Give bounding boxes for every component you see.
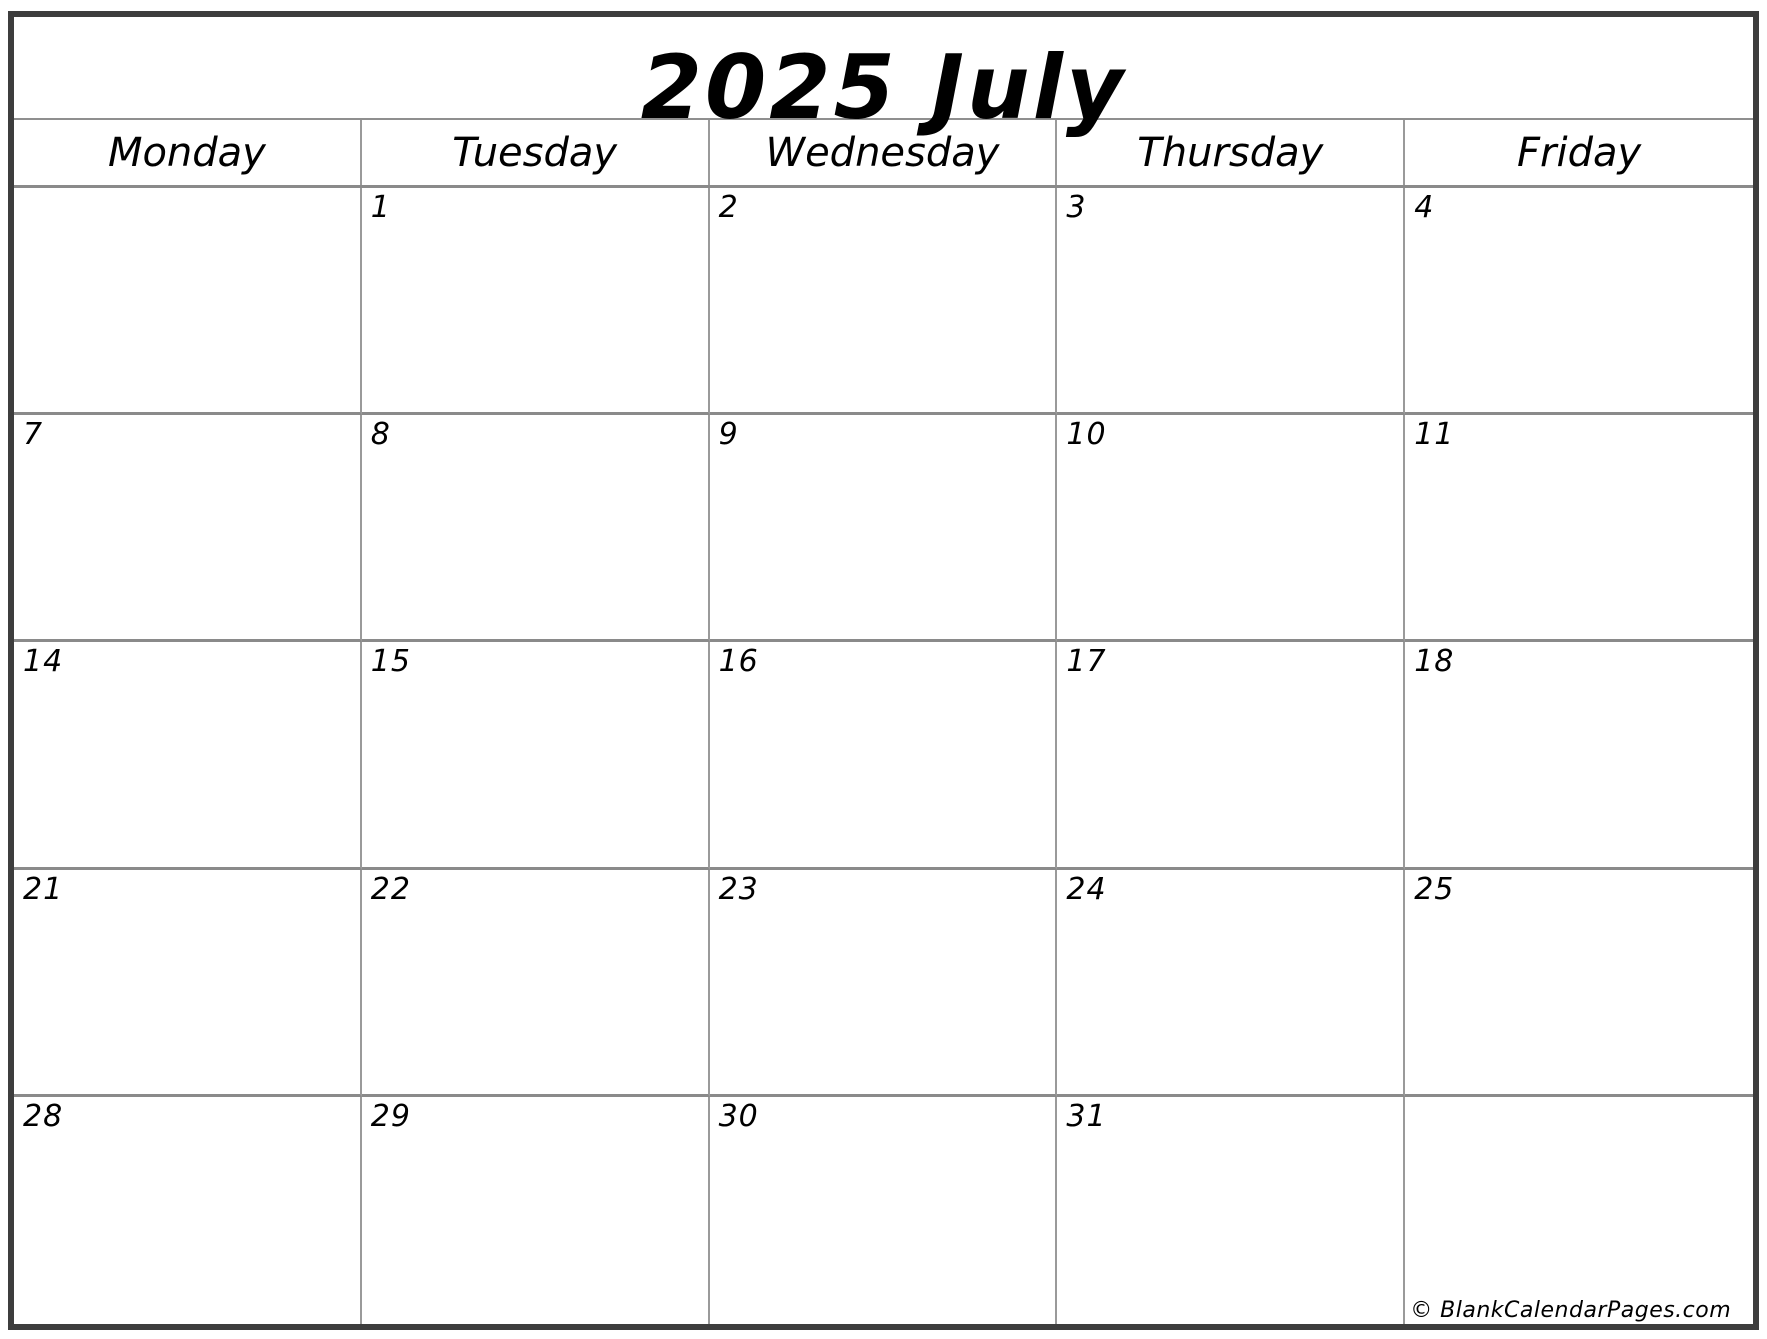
- date-number: 1: [370, 190, 391, 225]
- date-cell: [362, 188, 710, 415]
- date-number: 11: [1414, 417, 1455, 453]
- date-cell: [14, 870, 362, 1097]
- date-number: 4: [1414, 190, 1435, 225]
- date-number: 22: [370, 871, 411, 907]
- calendar-grid: [14, 188, 1753, 1324]
- date-cell: [1405, 415, 1753, 642]
- date-number: 29: [370, 1098, 411, 1134]
- date-cell: [710, 415, 1058, 642]
- date-number: 16: [718, 644, 759, 680]
- date-number: 25: [1414, 871, 1455, 907]
- day-header-tuesday: Tuesday: [362, 120, 710, 185]
- date-number: 2: [718, 190, 739, 225]
- date-number: 21: [23, 871, 64, 907]
- date-cell: [362, 1097, 710, 1324]
- date-number: 7: [23, 417, 44, 453]
- date-cell: [710, 870, 1058, 1097]
- day-header-monday: Monday: [14, 120, 362, 185]
- date-cell: [362, 870, 710, 1097]
- date-number: 28: [23, 1098, 64, 1134]
- date-cell: [14, 415, 362, 642]
- date-number: 14: [23, 644, 64, 680]
- date-cell: [1405, 870, 1753, 1097]
- calendar-title: 2025 July: [640, 36, 1127, 139]
- date-cell: [362, 642, 710, 869]
- date-number: 30: [718, 1098, 759, 1134]
- date-cell: [1057, 1097, 1405, 1324]
- date-number: 18: [1414, 644, 1455, 680]
- date-cell: [710, 642, 1058, 869]
- date-number: 31: [1066, 1098, 1107, 1134]
- date-number: 3: [1066, 190, 1087, 225]
- date-cell: [1057, 642, 1405, 869]
- date-number: 17: [1066, 644, 1107, 680]
- date-cell: [710, 188, 1058, 415]
- date-cell: [14, 188, 362, 415]
- date-number: 9: [718, 417, 739, 453]
- calendar-frame: [8, 11, 1759, 1330]
- date-cell: [362, 415, 710, 642]
- date-cell: [1405, 188, 1753, 415]
- date-cell: [1405, 642, 1753, 869]
- date-number: 24: [1066, 871, 1107, 907]
- day-header-thursday: Thursday: [1057, 120, 1405, 185]
- date-cell: [710, 1097, 1058, 1324]
- date-cell: [1057, 415, 1405, 642]
- date-number: 15: [370, 644, 411, 680]
- title-row: [14, 17, 1753, 139]
- date-cell: [1057, 870, 1405, 1097]
- date-cell: [14, 642, 362, 869]
- copyright-credit: © BlankCalendarPages.com: [1410, 1297, 1732, 1323]
- date-cell: [1405, 1097, 1753, 1324]
- day-header-friday: Friday: [1517, 129, 1642, 176]
- date-number: 8: [370, 417, 391, 453]
- day-header-wednesday: Wednesday: [710, 120, 1058, 185]
- date-cell: [1057, 188, 1405, 415]
- date-number: 10: [1066, 417, 1107, 453]
- date-cell: [14, 1097, 362, 1324]
- date-number: 23: [718, 871, 759, 907]
